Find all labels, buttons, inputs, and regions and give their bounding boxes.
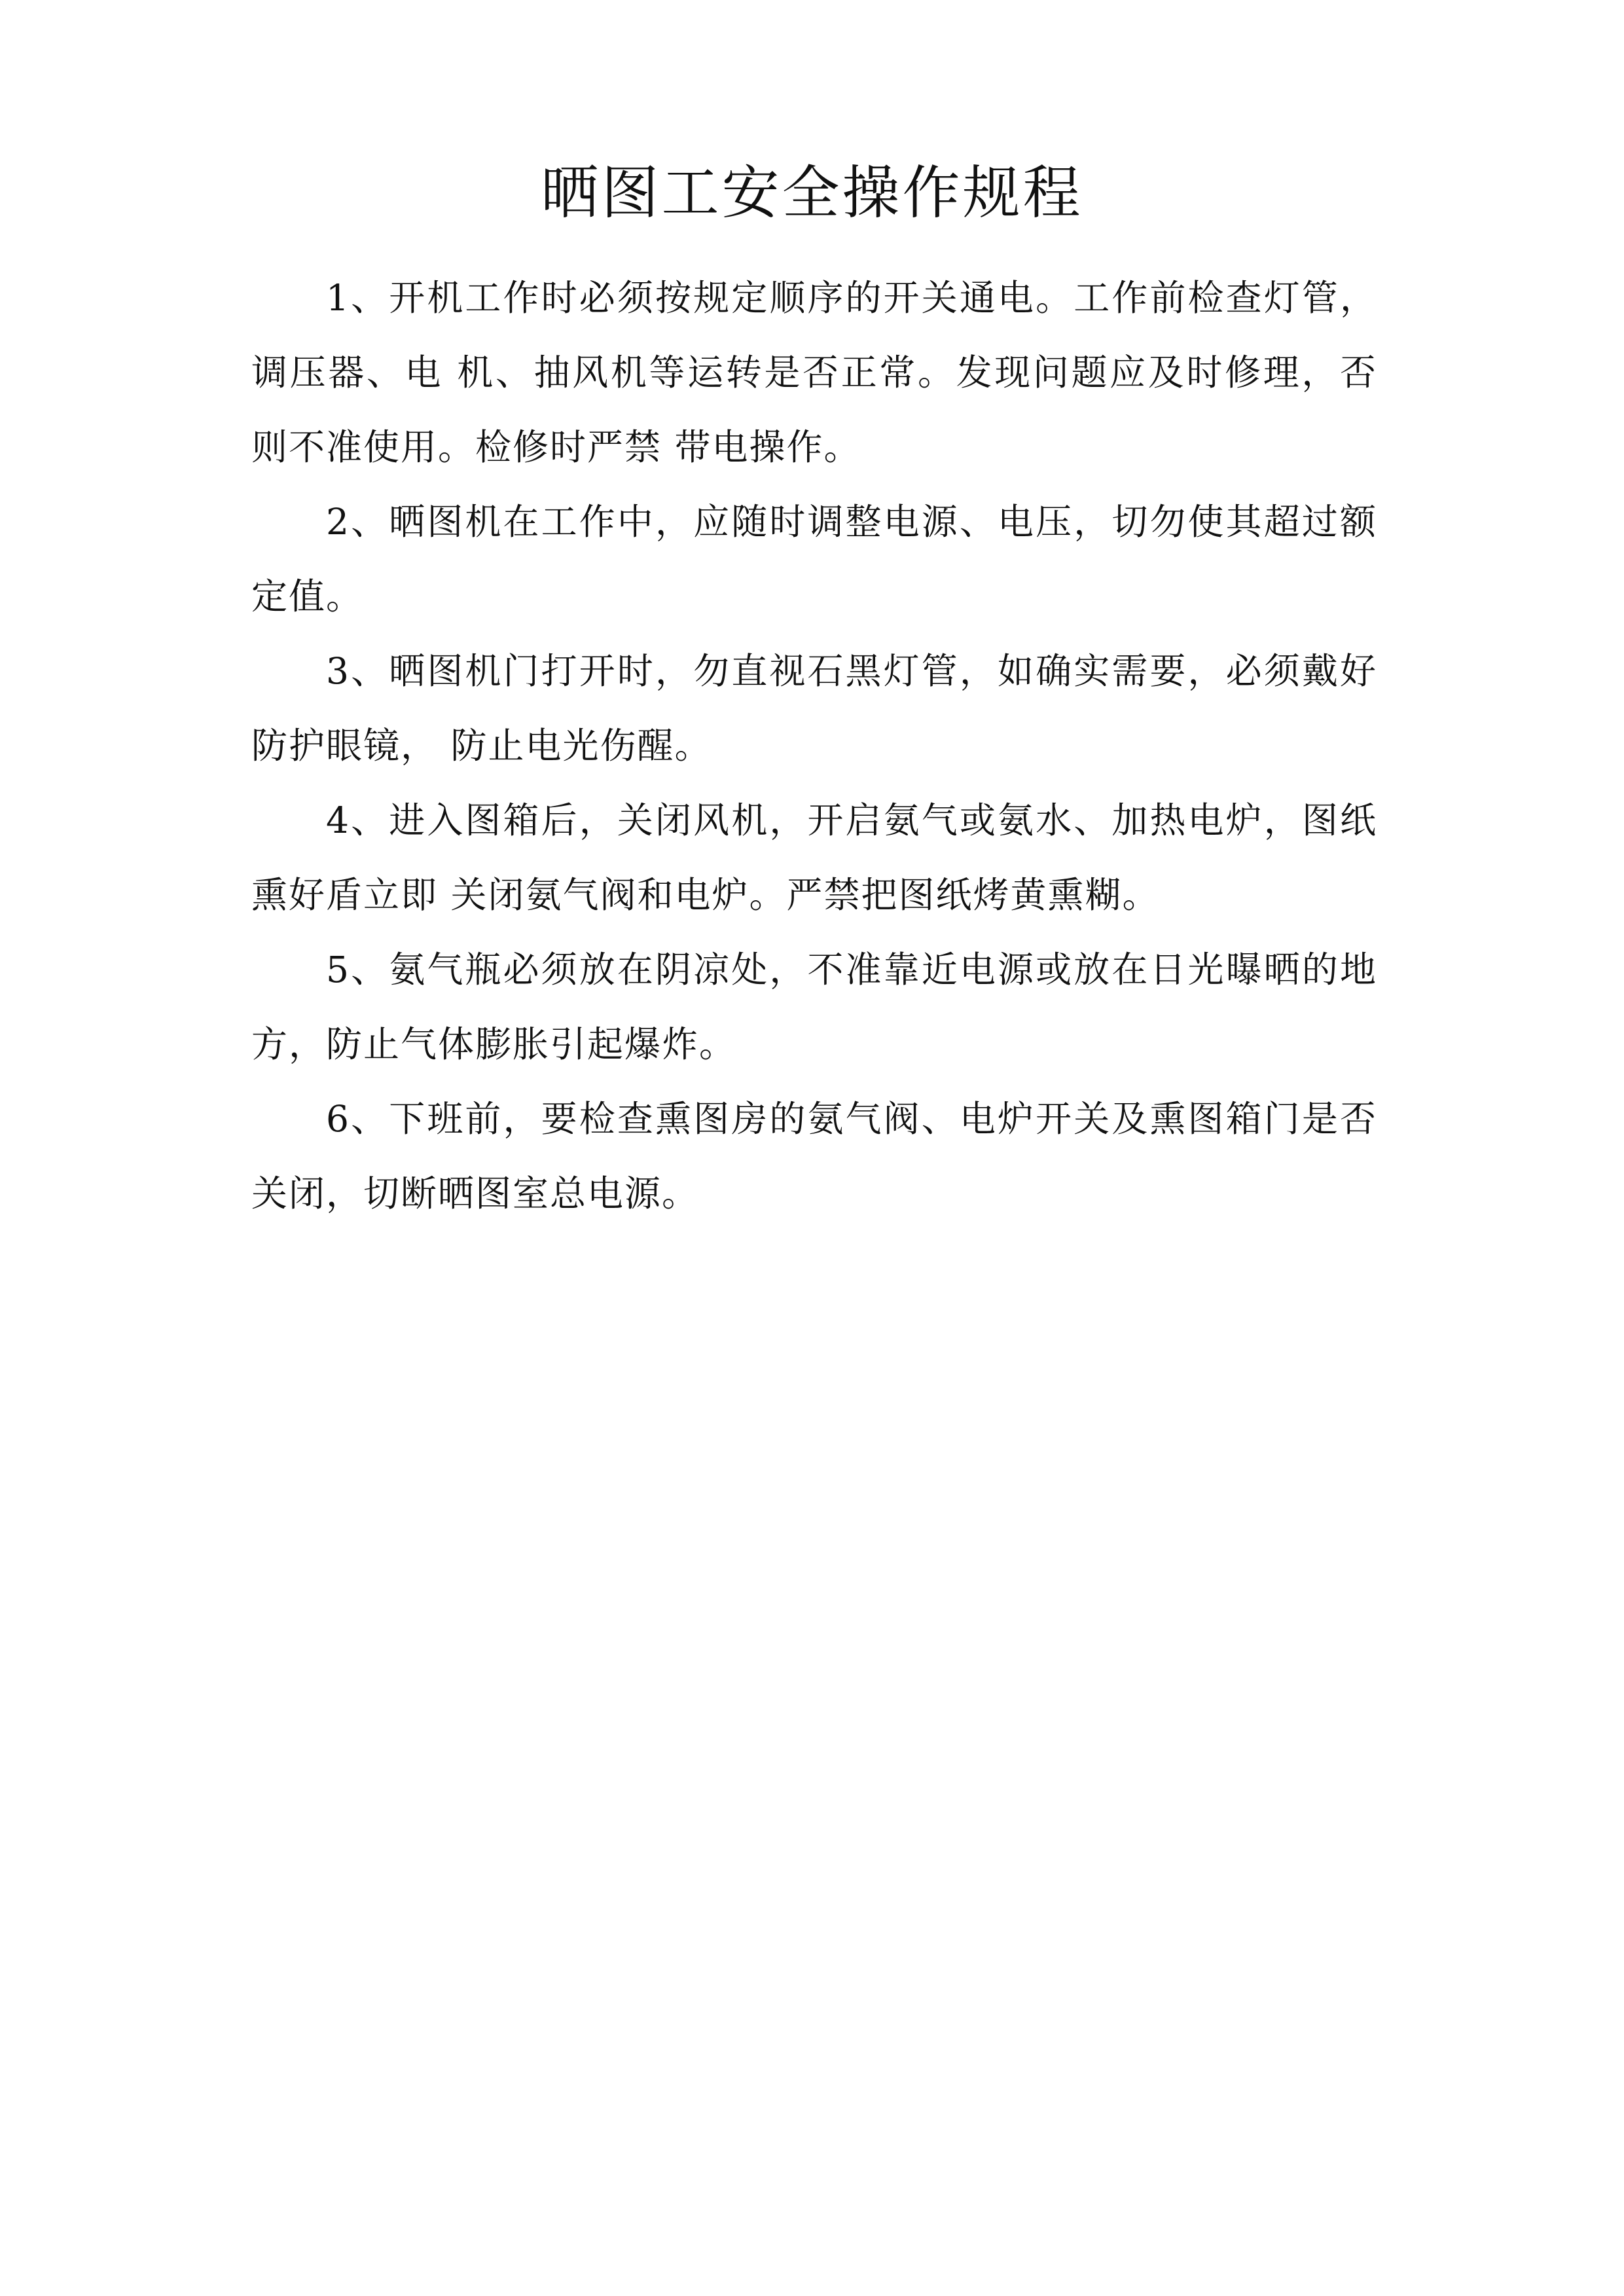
paragraph-3: 3、晒图机门打开时，勿直视石黑灯管，如确实需要，必须戴好防护眼镜， 防止电光伤醒。 xyxy=(251,650,1377,767)
paragraph-6: 6、下班前，要检查熏图房的氨气阀、电炉开关及熏图箱门是否关闭，切断晒图室总电源。 xyxy=(251,1098,1377,1214)
document-body xyxy=(251,261,1377,1231)
paragraph-5: 5、氨气瓶必须放在阴凉处，不准靠近电源或放在日光曝晒的地方，防止气体膨胀引起爆炸。 xyxy=(251,949,1377,1065)
paragraph-4: 4、进入图箱后，关闭风机，开启氨气或氨水、加热电炉，图纸熏好盾立即 关闭氨气阀和电炉。严禁把图纸烤黄熏糊。 xyxy=(251,799,1377,916)
paragraph-1: 1、开机工作时必须按规定顺序的开关通电。工作前检查灯管，调压器、电 机、抽风机等运转是否正常。发现问题应及时修理，否则不准使用。检修时严禁 带电操作。 xyxy=(251,277,1377,468)
paragraph-2: 2、晒图机在工作中，应随时调整电源、电压，切勿使其超过额定值。 xyxy=(251,501,1377,617)
page-title: 晒图工安全操作规程 xyxy=(541,159,1083,227)
